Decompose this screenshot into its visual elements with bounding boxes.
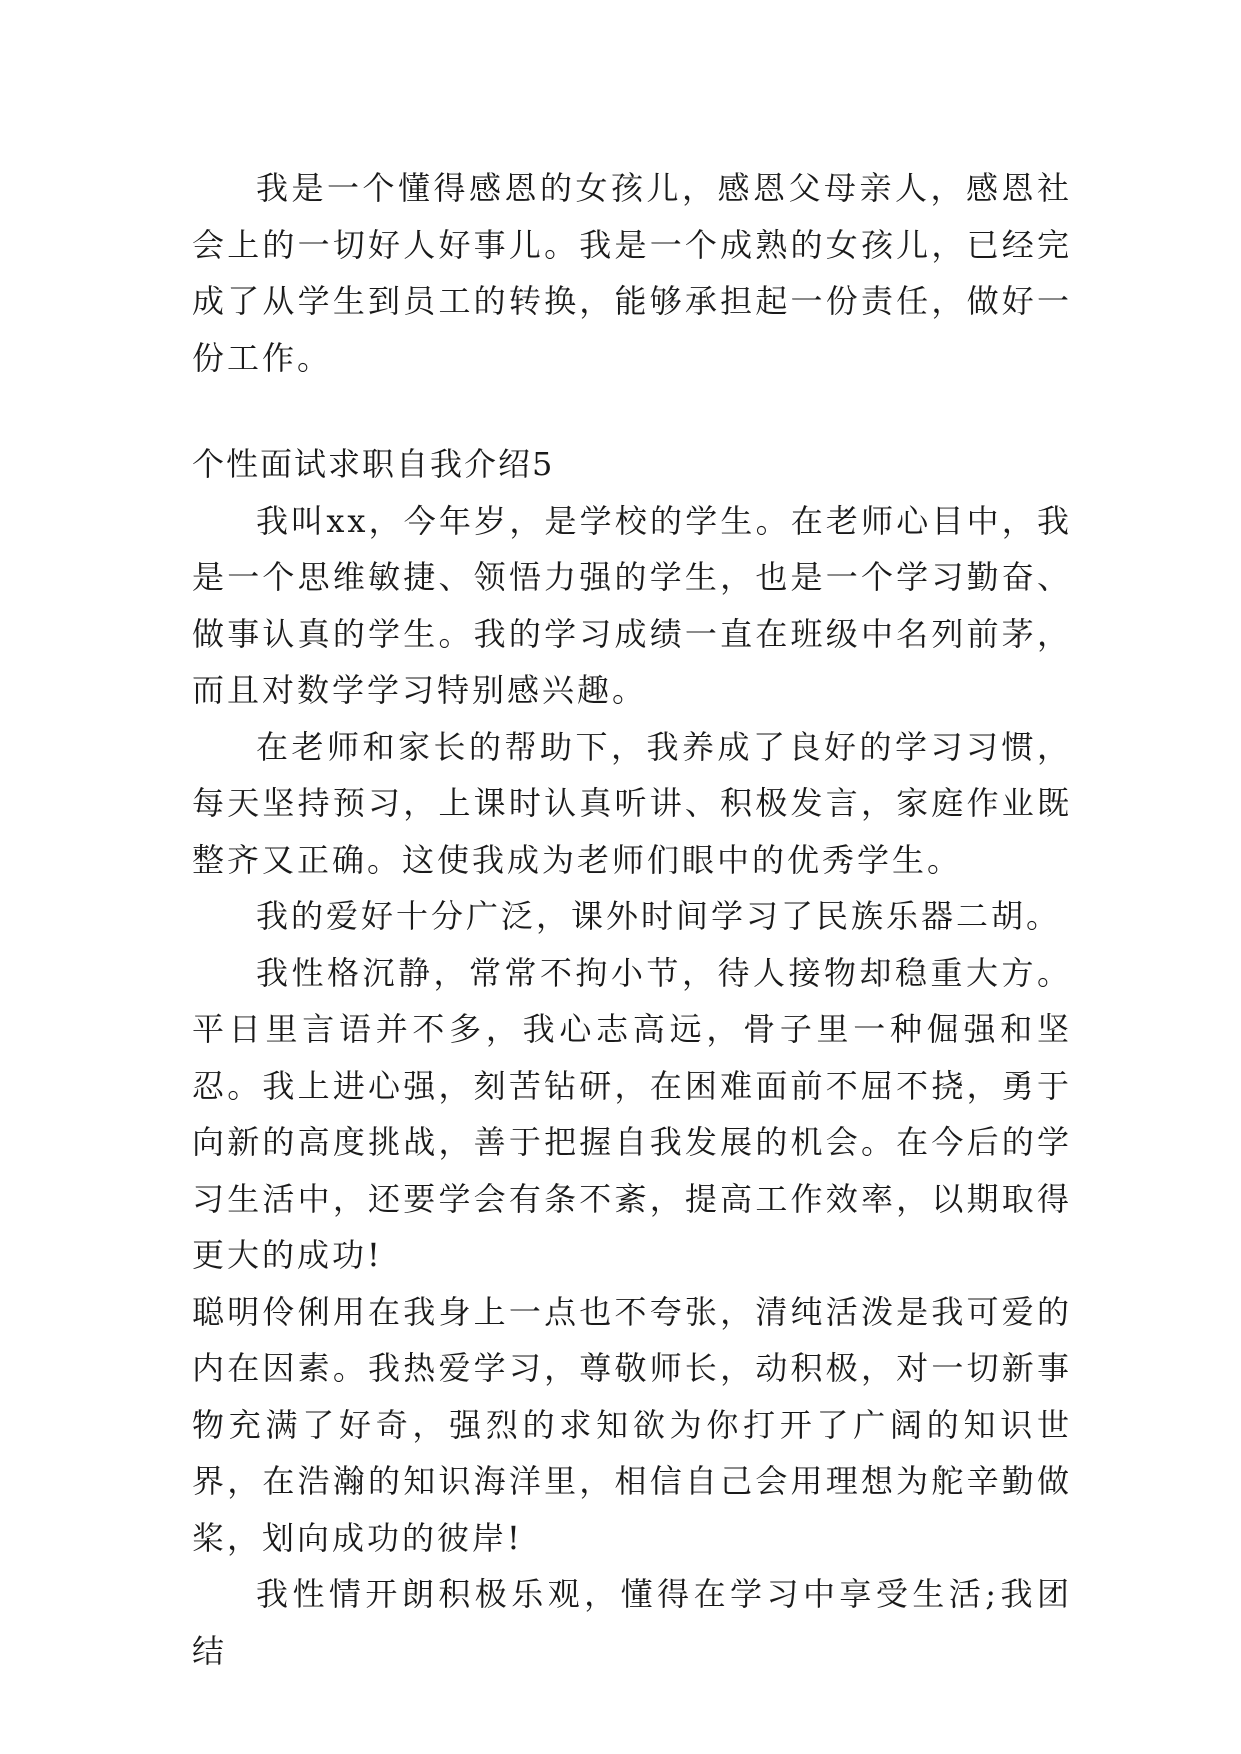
paragraph-introduction: 我叫xx，今年岁，是学校的学生。在老师心目中，我是一个思维敏捷、领悟力强的学生，也是一个学习勤奋、做事认真的学生。我的学习成绩一直在班级中名列前茅，而且对数学学习特别感兴趣。	[192, 501, 1072, 709]
paragraph-clever: 聪明伶俐用在我身上一点也不夸张，清纯活泼是我可爱的内在因素。我热爱学习，尊敬师长，动积极，对一切新事物充满了好奇，强烈的求知欲为你打开了广阔的知识世界，在浩瀚的知识海洋里，相信自己会用理想为舵辛勤做桨，划向成功的彼岸!	[192, 1292, 1072, 1557]
intro-paragraph: 我是一个懂得感恩的女孩儿，感恩父母亲人，感恩社会上的一切好人好事儿。我是一个成熟的女孩儿，已经完成了从学生到员工的转换，能够承担起一份责任，做好一份工作。	[192, 169, 1072, 377]
document-body	[192, 160, 1072, 1679]
paragraph-hobbies: 我的爱好十分广泛，课外时间学习了民族乐器二胡。	[256, 897, 1062, 935]
paragraph-cheerful: 我性情开朗积极乐观，懂得在学习中享受生活;我团结	[192, 1575, 1072, 1670]
paragraph-personality: 我性格沉静，常常不拘小节，待人接物却稳重大方。平日里言语并不多，我心志高远，骨子里一种倔强和坚忍。我上进心强，刻苦钻研，在困难面前不屈不挠，勇于向新的高度挑战，善于把握自我发展的机会。在今后的学习生活中，还要学会有条不紊，提高工作效率，以期取得更大的成功!	[192, 953, 1072, 1274]
section-title: 个性面试求职自我介绍5	[192, 445, 555, 483]
paragraph-study-habits: 在老师和家长的帮助下，我养成了良好的学习习惯，每天坚持预习，上课时认真听讲、积极发言，家庭作业既整齐又正确。这使我成为老师们眼中的优秀学生。	[192, 727, 1072, 879]
